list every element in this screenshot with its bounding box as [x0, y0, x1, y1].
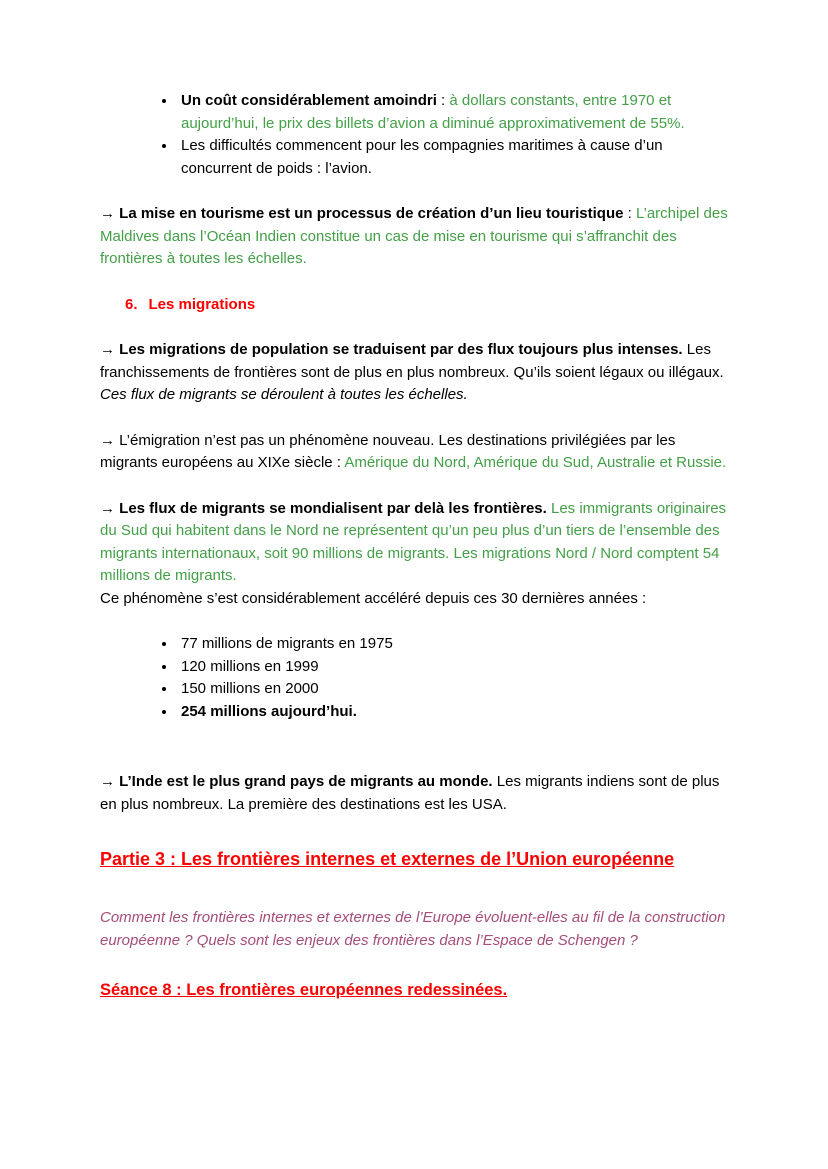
maritime-text: Les difficultés commencent pour les compagnies maritimes à cause d’un concurrent de poids : l’avion.	[181, 137, 663, 177]
tourism-colon: :	[623, 205, 636, 222]
list-item-cost	[177, 90, 730, 135]
heading-number: 6.	[125, 295, 138, 313]
flux-normal-text: Les franchissements de frontières sont de plus en plus nombreux. Qu’ils soient légaux ou illégaux.	[100, 341, 724, 381]
arrow-glyph: →	[100, 205, 120, 222]
cost-bullet-list	[100, 90, 730, 180]
stat-text: 150 millions en 2000	[181, 680, 319, 697]
heading-label: Les migrations	[148, 295, 256, 313]
mondialisation-paragraph	[100, 498, 730, 611]
list-item-maritime	[177, 135, 730, 180]
seance8-heading: Séance 8 : Les frontières européennes redessinées.	[100, 981, 508, 999]
flux-italic-text: Ces flux de migrants se déroulent à toutes les échelles.	[100, 386, 468, 403]
inde-paragraph	[100, 771, 730, 816]
stat-text: 120 millions en 1999	[181, 657, 319, 675]
cost-separator: :	[436, 92, 450, 109]
emigration-normal-text: → L’émigration n’est pas un phénomène nouveau. Les destinations privilégiées par les migrants européens au XIXe siècle :	[100, 431, 676, 471]
mondialisation-line2-text: Ce phénomène s’est considérablement accéléré depuis ces 30 dernières années :	[100, 589, 647, 607]
migration-stats-list	[100, 633, 730, 723]
migrations-section-heading	[125, 294, 730, 317]
cost-green-text: à dollars constants, entre 1970 et aujourd’hui, le prix des billets d’avion a diminué approximativement de 55%.	[181, 92, 685, 132]
stat-item-1975	[177, 633, 730, 656]
mondialisation-bold-text: Les flux de migrants se mondialisent par delà les frontières.	[119, 499, 547, 517]
stat-item-1999	[177, 656, 730, 679]
mondialisation-green-text: Les immigrants originaires du Sud qui habitent dans le Nord ne représentent qu’un peu plus d’un tiers de l’ensemble des migrants internationaux, soit 90 millions de migrants. Les migrations Nord / Nord comptent 54 millions de migrants.	[100, 499, 727, 584]
arrow-glyph: →	[100, 773, 120, 790]
inde-normal-text: Les migrants indiens sont de plus en plus nombreux. La première des destinations est les USA.	[100, 773, 720, 813]
inde-bold-text: L’Inde est le plus grand pays de migrants au monde.	[119, 773, 493, 790]
stat-text-bold: 254 millions aujourd’hui.	[181, 702, 357, 720]
arrow-glyph: →	[100, 341, 120, 358]
stat-text: 77 millions de migrants en 1975	[181, 635, 393, 652]
tourism-paragraph	[100, 203, 730, 271]
flux-bold-text: Les migrations de population se traduisent par des flux toujours plus intenses.	[119, 341, 683, 358]
arrow-glyph: →	[100, 499, 120, 517]
problematique-text: Comment les frontières internes et externes de l’Europe évoluent-elles au fil de la construction européenne ? Quels sont les enjeux des frontières dans l’Espace de Schengen ?	[100, 909, 726, 949]
flux-paragraph	[100, 339, 730, 407]
partie3-heading: Partie 3 : Les frontières internes et externes de l’Union européenne	[100, 849, 675, 869]
stat-item-2000	[177, 678, 730, 701]
tourism-bold-text: La mise en tourisme est un processus de création d’un lieu touristique	[119, 205, 624, 222]
emigration-paragraph	[100, 430, 730, 475]
tourism-green-text: L’archipel des Maldives dans l’Océan Indien constitue un cas de mise en tourisme qui s’affranchit des frontières à toutes les échelles.	[100, 205, 728, 267]
emigration-green-text: Amérique du Nord, Amérique du Sud, Australie et Russie.	[344, 454, 727, 471]
cost-bold-text: Un coût considérablement amoindri	[181, 92, 437, 109]
stat-item-today	[177, 701, 730, 724]
